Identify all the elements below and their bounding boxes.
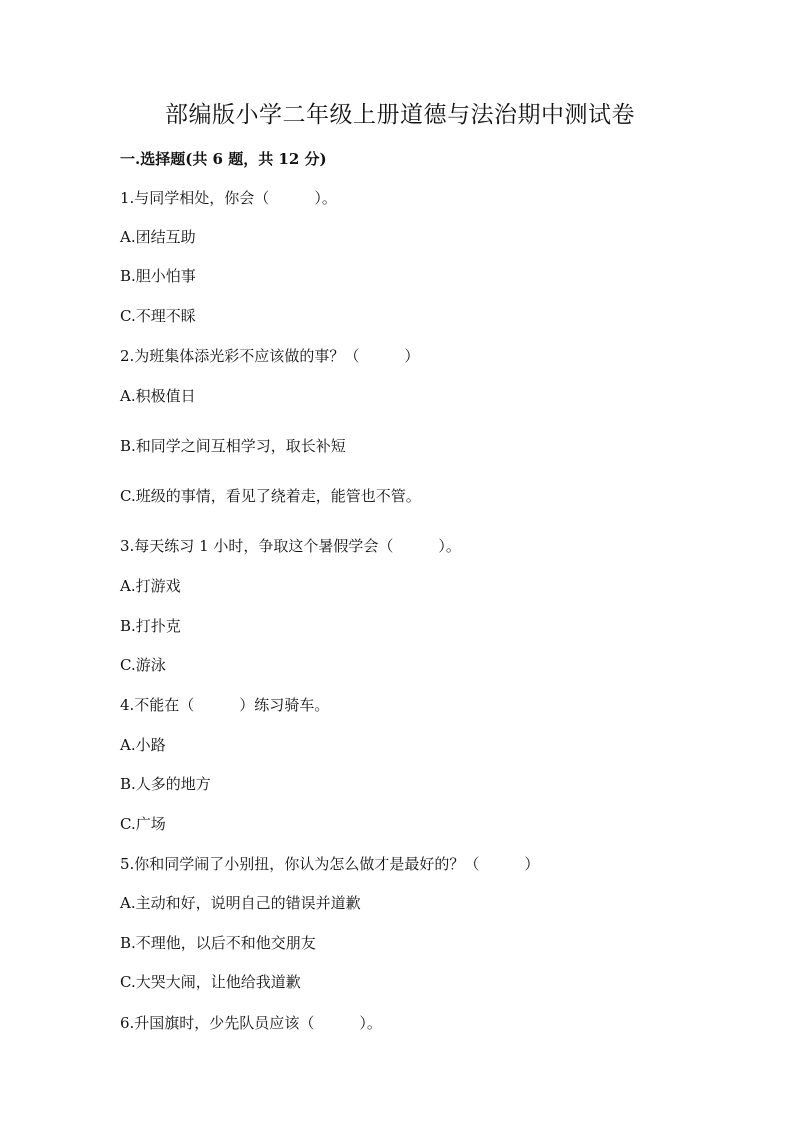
question-2-option-a: A.积极值日	[120, 387, 196, 405]
question-5-option-b: B.不理他，以后不和他交朋友	[120, 934, 316, 952]
question-1-stem: 1.与同学相处，你会（ ）。	[120, 189, 337, 207]
exam-title: 部编版小学二年级上册道德与法治期中测试卷	[165, 102, 635, 128]
section-heading: 一.选择题(共 6 题，共 12 分)	[120, 150, 327, 168]
question-2-option-b: B.和同学之间互相学习，取长补短	[120, 437, 346, 455]
question-3-stem: 3.每天练习 1 小时，争取这个暑假学会（ ）。	[120, 537, 461, 555]
question-1-option-b: B.胆小怕事	[120, 267, 196, 285]
question-4-option-b: B.人多的地方	[120, 775, 211, 793]
question-4-stem: 4.不能在（ ）练习骑车。	[120, 696, 330, 714]
question-1-option-c: C.不理不睬	[120, 307, 196, 325]
question-5-option-c: C.大哭大闹，让他给我道歉	[120, 973, 301, 991]
question-1-option-a: A.团结互助	[120, 228, 196, 246]
question-6-stem: 6.升国旗时，少先队员应该（ ）。	[120, 1014, 382, 1032]
question-3-option-a: A.打游戏	[120, 577, 181, 595]
question-4-option-c: C.广场	[120, 815, 166, 833]
question-3-option-c: C.游泳	[120, 656, 166, 674]
question-3-option-b: B.打扑克	[120, 617, 181, 635]
question-5-stem: 5.你和同学闹了小别扭，你认为怎么做才是最好的？（ ）	[120, 855, 540, 873]
question-2-stem: 2.为班集体添光彩不应该做的事？（ ）	[120, 347, 420, 365]
question-4-option-a: A.小路	[120, 736, 166, 754]
question-2-option-c: C.班级的事情，看见了绕着走，能管也不管。	[120, 487, 421, 505]
question-5-option-a: A.主动和好，说明自己的错误并道歉	[120, 894, 361, 912]
